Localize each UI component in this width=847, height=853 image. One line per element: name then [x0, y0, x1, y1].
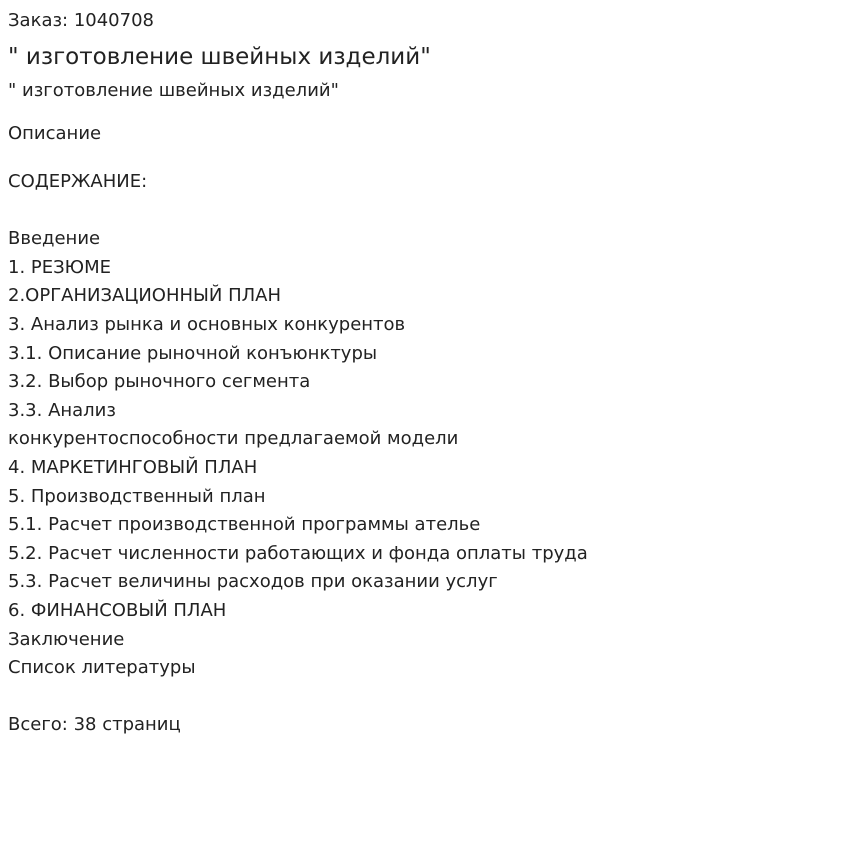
contents-item: 3. Анализ рынка и основных конкурентов [8, 313, 406, 335]
table-of-contents [8, 168, 839, 740]
contents-item: 4. МАРКЕТИНГОВЫЙ ПЛАН [8, 456, 258, 478]
contents-item: 5. Производственный план [8, 485, 266, 507]
contents-item: 1. РЕЗЮМЕ [8, 256, 111, 278]
page-count: Всего: 38 страниц [8, 714, 181, 736]
blank-line [8, 197, 839, 226]
contents-item: Введение [8, 228, 101, 250]
order-number: Заказ: 1040708 [8, 10, 154, 31]
contents-item: 5.3. Расчет величины расходов при оказании услуг [8, 571, 498, 593]
contents-item: 3.2. Выбор рыночного сегмента [8, 371, 311, 393]
contents-item: Заключение [8, 628, 125, 650]
contents-item: конкурентоспособности предлагаемой модели [8, 428, 459, 450]
contents-item: 2.ОРГАНИЗАЦИОННЫЙ ПЛАН [8, 285, 282, 307]
contents-item: 3.1. Описание рыночной конъюнктуры [8, 342, 378, 364]
page-subtitle: " изготовление швейных изделий" [8, 80, 339, 101]
contents-item: 5.2. Расчет численности работающих и фонда оплаты труда [8, 542, 588, 564]
contents-item: Список литературы [8, 657, 196, 679]
contents-heading: СОДЕРЖАНИЕ: [8, 171, 148, 192]
contents-item: 3.3. Анализ [8, 399, 116, 421]
contents-item: 6. ФИНАНСОВЫЙ ПЛАН [8, 599, 227, 621]
description-heading: Описание [8, 123, 102, 144]
blank-line [8, 683, 839, 712]
page-title: " изготовление швейных изделий" [8, 44, 431, 70]
contents-item: 5.1. Расчет производственной программы ателье [8, 514, 481, 536]
